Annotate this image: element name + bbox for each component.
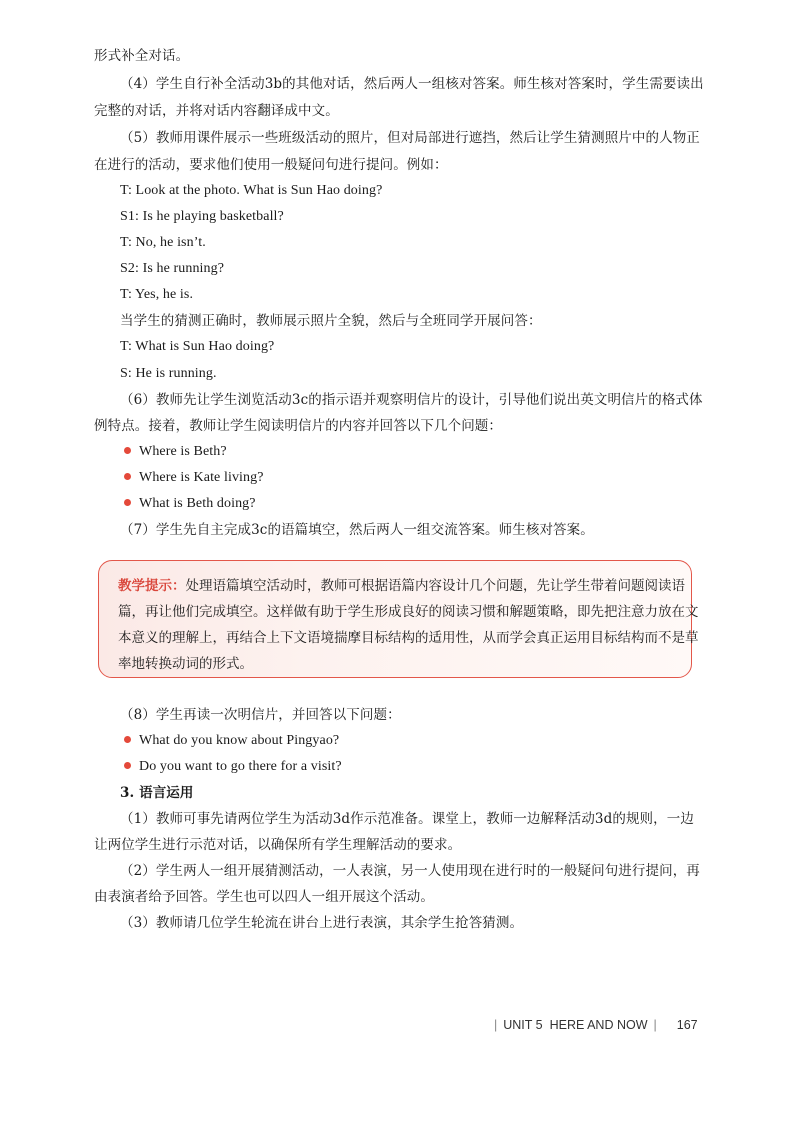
text-line: （4）学生自行补全活动3b的其他对话，然后两人一组核对答案。师生核对答案时，学生需要读出 [120, 76, 704, 92]
section-heading: 3. 语言运用 [120, 785, 194, 801]
tip-label: 教学提示： [118, 578, 186, 594]
dialogue-line: S2: Is he running? [120, 261, 225, 276]
bullet-item: Where is Beth? [124, 442, 744, 462]
tip-line: 篇，再让他们完成填空。这样做有助于学生形成良好的阅读习惯和解题策略，即先把注意力放在文 [118, 604, 699, 620]
dialogue-line: T: Look at the photo. What is Sun Hao doing? [120, 183, 383, 198]
footer-title: HERE AND NOW [549, 1018, 648, 1032]
text-line: （5）教师用课件展示一些班级活动的照片，但对局部进行遮挡，然后让学生猜测照片中的人物正 [120, 130, 700, 146]
page-number: 167 [676, 1018, 698, 1032]
page-footer: | UNIT 5 HERE AND NOW | 167 [494, 1018, 698, 1032]
text-line: （8）学生再读一次明信片，并回答以下问题： [120, 707, 401, 723]
text-line: （2）学生两人一组开展猜测活动，一人表演，另一人使用现在进行时的一般疑问句进行提问，再 [120, 863, 700, 879]
bullet-item: What is Beth doing? [124, 494, 744, 514]
text-line: 在进行的活动，要求他们使用一般疑问句进行提问。例如： [94, 157, 448, 173]
bullet-dot-icon [124, 473, 131, 480]
text-line: （6）教师先让学生浏览活动3c的指示语并观察明信片的设计，引导他们说出英文明信片的格式体 [120, 392, 703, 408]
tip-line: 教学提示：处理语篇填空活动时，教师可根据语篇内容设计几个问题，先让学生带着问题阅读语 [118, 578, 685, 594]
text-line: 形式补全对话。 [94, 48, 190, 64]
dialogue-line: T: No, he isn’t. [120, 235, 206, 250]
bullet-item: Where is Kate living? [124, 468, 744, 488]
dialogue-line: T: What is Sun Hao doing? [120, 339, 275, 354]
tip-line: 率地转换动词的形式。 [118, 656, 253, 672]
dialogue-line: S: He is running. [120, 366, 217, 381]
dialogue-line: T: Yes, he is. [120, 287, 194, 302]
bullet-dot-icon [124, 762, 131, 769]
bullet-dot-icon [124, 447, 131, 454]
text-line: （7）学生先自主完成3c的语篇填空，然后两人一组交流答案。师生核对答案。 [120, 522, 594, 538]
bullet-dot-icon [124, 499, 131, 506]
dialogue-line: S1: Is he playing basketball? [120, 209, 284, 224]
text-line: 由表演者给予回答。学生也可以四人一组开展这个活动。 [94, 889, 434, 905]
text-line: 完整的对话，并将对话内容翻译成中文。 [94, 103, 339, 119]
bullet-dot-icon [124, 736, 131, 743]
tip-line: 本意义的理解上，再结合上下文语境揣摩目标结构的适用性，从而学会真正运用目标结构而不是草 [118, 630, 699, 646]
bullet-item: What do you know about Pingyao? [124, 731, 744, 751]
bullet-item: Do you want to go there for a visit? [124, 757, 744, 777]
text-line: （1）教师可事先请两位学生为活动3d作示范准备。课堂上，教师一边解释活动3d的规则，一边 [120, 811, 694, 827]
text-line: （3）教师请几位学生轮流在讲台上进行表演，其余学生抢答猜测。 [120, 915, 524, 931]
text-line: 例特点。接着，教师让学生阅读明信片的内容并回答以下几个问题： [94, 418, 502, 434]
text-line: 让两位学生进行示范对话，以确保所有学生理解活动的要求。 [94, 837, 462, 853]
footer-unit: UNIT 5 [503, 1018, 543, 1032]
text-line: 当学生的猜测正确时，教师展示照片全貌，然后与全班同学开展问答： [120, 313, 542, 329]
